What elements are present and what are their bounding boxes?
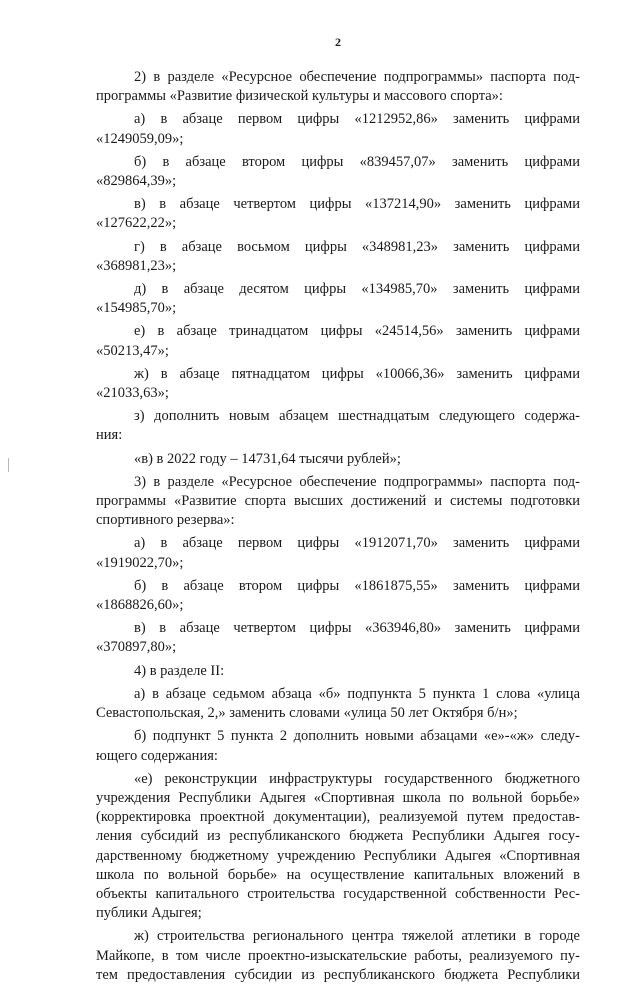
paragraph-line: а) в абзаце седьмом абзаца «б» подпункта 5 пункта 1 слова «улица: [134, 685, 580, 702]
paragraph-line: «50213,47»;: [96, 342, 169, 359]
paragraph-line: а) в абзаце первом цифры «1212952,86» заменить цифрами: [134, 111, 580, 128]
paragraph-line: тем предоставления субсидии из республиканского бюджета Республики: [96, 966, 580, 983]
item-zh: [96, 365, 580, 403]
paragraph-line: 3) в разделе «Ресурсное обеспечение подпрограммы» паспорта под-: [134, 473, 580, 490]
paragraph-line: «370897,80»;: [96, 639, 177, 656]
paragraph-line: 4) в разделе II:: [134, 662, 225, 679]
paragraph-3-section: [96, 473, 580, 531]
paragraph-line: Севастопольская, 2,» заменить словами «улица 50 лет Октября б/н»;: [96, 705, 518, 722]
paragraph-line: «127622,22»;: [96, 215, 177, 232]
paragraph-line: Майкопе, в том числе проектно-изыскательские работы, реализуемого пу-: [96, 947, 580, 964]
paragraph-line: «154985,70»;: [96, 300, 177, 317]
paragraph-line: «1868826,60»;: [96, 597, 184, 614]
paragraph-line: «в) в 2022 году – 14731,64 тысячи рублей»;: [134, 450, 401, 467]
quoted-insert: [96, 450, 580, 469]
paragraph-line: публики Адыгея;: [96, 905, 202, 922]
margin-mark: [8, 458, 9, 472]
paragraph-line: программы «Развитие физической культуры и массового спорта»:: [96, 88, 503, 105]
paragraph-line: «е) реконструкции инфраструктуры государственного бюджетного: [134, 770, 580, 787]
paragraph-line: ющего содержания:: [96, 747, 218, 764]
paragraph-line: «829864,39»;: [96, 173, 177, 190]
paragraph-line: д) в абзаце десятом цифры «134985,70» заменить цифрами: [134, 281, 580, 298]
paragraph-2-section: [96, 68, 580, 106]
paragraph-line: (корректировка проектной документации), реализуемой путем предостав-: [96, 809, 580, 826]
paragraph-line: «1249059,09»;: [96, 130, 184, 147]
paragraph-line: ния:: [96, 427, 123, 444]
item-b-3: [96, 727, 580, 765]
paragraph-line: б) в абзаце втором цифры «839457,07» заменить цифрами: [134, 153, 580, 170]
item-a-3: [96, 685, 580, 723]
item-e-quote: [96, 770, 580, 924]
paragraph-line: б) подпункт 5 пункта 2 дополнить новыми абзацами «е»-«ж» следу-: [134, 728, 580, 745]
item-a: [96, 110, 580, 148]
item-z: [96, 407, 580, 445]
item-v-2: [96, 619, 580, 657]
paragraph-line: в) в абзаце четвертом цифры «137214,90» заменить цифрами: [134, 196, 580, 213]
paragraph-line: в) в абзаце четвертом цифры «363946,80» заменить цифрами: [134, 620, 580, 637]
item-zh-quote: [96, 927, 580, 985]
item-d: [96, 280, 580, 318]
paragraph-line: программы «Развитие спорта высших достижений и системы подготовки: [96, 493, 580, 510]
paragraph-line: школа по вольной борьбе» на осуществление капитальных вложений в: [96, 866, 580, 883]
item-e: [96, 322, 580, 360]
paragraph-line: а) в абзаце первом цифры «1912071,70» заменить цифрами: [134, 535, 580, 552]
paragraph-line: «368981,23»;: [96, 257, 177, 274]
item-b: [96, 153, 580, 191]
paragraph-line: 2) в разделе «Ресурсное обеспечение подпрограммы» паспорта под-: [134, 69, 580, 85]
item-a-2: [96, 534, 580, 572]
paragraph-line: спортивного резерва»:: [96, 512, 235, 529]
paragraph-line: ж) в абзаце пятнадцатом цифры «10066,36» заменить цифрами: [134, 365, 580, 382]
paragraph-line: «21033,63»;: [96, 385, 169, 402]
paragraph-line: г) в абзаце восьмом цифры «348981,23» заменить цифрами: [134, 238, 580, 255]
paragraph-line: учреждения Республики Адыгея «Спортивная школа по вольной борьбе»: [96, 789, 580, 806]
paragraph-line: объекты капитального строительства государственной собственности Рес-: [96, 885, 580, 902]
page-number: 2: [335, 35, 341, 49]
item-g: [96, 238, 580, 276]
paragraph-line: дарственному бюджетному учреждению Республики Адыгея «Спортивная: [96, 847, 580, 864]
paragraph-line: з) дополнить новым абзацем шестнадцатым следующего содержа-: [134, 408, 580, 425]
item-v: [96, 195, 580, 233]
paragraph-line: е) в абзаце тринадцатом цифры «24514,56» заменить цифрами: [134, 323, 580, 340]
paragraph-line: «1919022,70»;: [96, 554, 184, 571]
paragraph-4-section: [96, 662, 580, 681]
document-body: [96, 68, 580, 985]
item-b-2: [96, 577, 580, 615]
paragraph-line: б) в абзаце втором цифры «1861875,55» заменить цифрами: [134, 577, 580, 594]
paragraph-line: ления субсидий из республиканского бюджета Республики Адыгея госу-: [96, 828, 580, 845]
paragraph-line: ж) строительства регионального центра тяжелой атлетики в городе: [134, 928, 580, 945]
